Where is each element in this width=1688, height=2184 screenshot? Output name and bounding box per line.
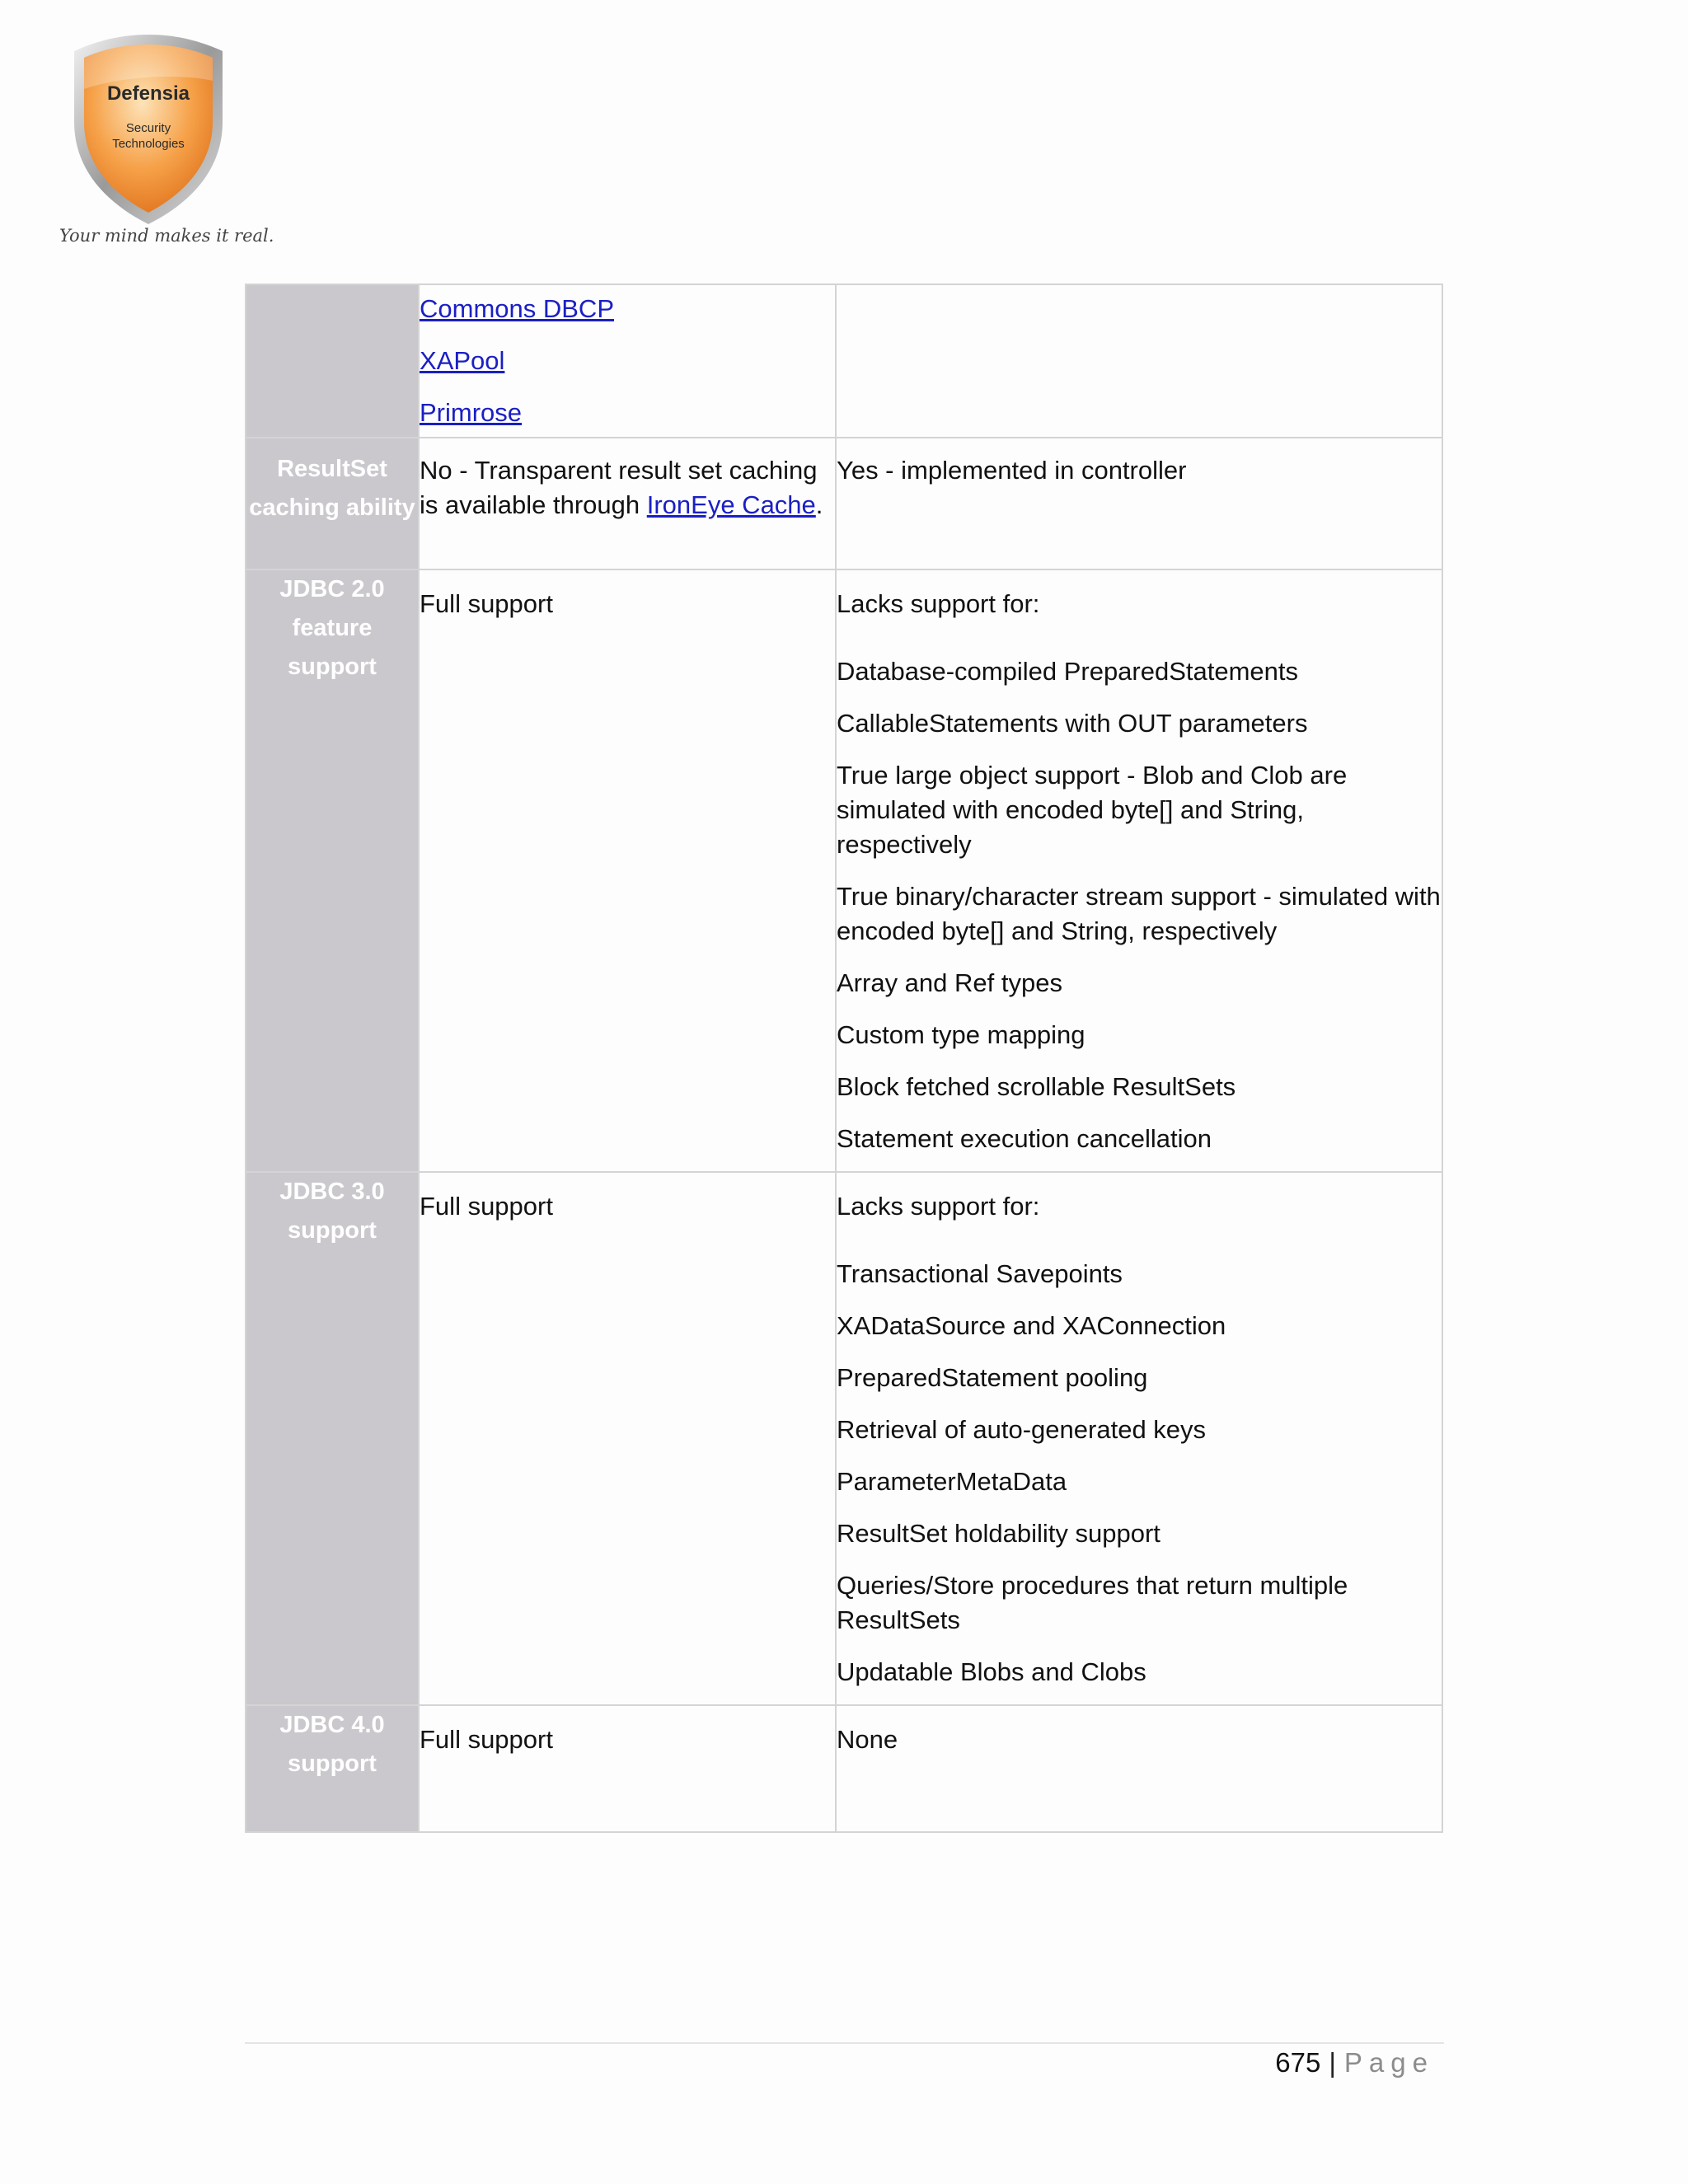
jdbc2-col2: Full support [419,569,836,1172]
page-separator: | [1329,2047,1336,2078]
resultset-col2-text: No - Transparent result set caching is available through [420,456,818,519]
footer-divider [245,2042,1444,2044]
list-item: CallableStatements with OUT parameters [837,709,1308,738]
company-logo [59,31,274,254]
list-item: Block fetched scrollable ResultSets [837,1072,1236,1101]
jdbc4-col2: Full support [419,1705,836,1832]
logo-subtitle-line2: Technologies [112,137,185,151]
logo-subtitle [68,120,229,152]
list-item: PreparedStatement pooling [837,1363,1148,1392]
resultset-col2-suffix: . [815,490,823,519]
link-primrose[interactable]: Primrose [420,398,523,427]
resultset-col2 [419,438,836,569]
page-number-value: 675 [1275,2047,1321,2078]
list-item: Transactional Savepoints [837,1259,1123,1288]
page-number [1275,2047,1434,2079]
table-row-pools [246,284,1442,438]
jdbc2-col3 [836,569,1442,1172]
row-header-jdbc4: JDBC 4.0 support [246,1705,419,1832]
pools-col3-empty [836,284,1442,438]
comparison-table [245,284,1443,1833]
list-item: Queries/Store procedures that return multiple ResultSets [837,1571,1348,1634]
row-header-empty [246,284,419,438]
table-row-jdbc4 [246,1705,1442,1832]
list-item: XADataSource and XAConnection [837,1311,1226,1340]
row-header-jdbc2: JDBC 2.0 feature support [246,569,419,1172]
jdbc3-col3 [836,1172,1442,1705]
list-item: ResultSet holdability support [837,1519,1160,1548]
list-item: Retrieval of auto-generated keys [837,1415,1207,1444]
table-row-jdbc3 [246,1172,1442,1705]
list-item: Statement execution cancellation [837,1124,1212,1153]
list-item: True large object support - Blob and Clob are simulated with encoded byte[] and String, respectively [837,761,1348,859]
table-row-jdbc2 [246,569,1442,1172]
jdbc2-intro: Lacks support for: [837,589,1040,618]
pools-cell [419,284,836,438]
link-xapool[interactable]: XAPool [420,346,505,375]
page-label: Page [1343,2047,1434,2078]
table-row-resultset [246,438,1442,569]
jdbc4-col3: None [836,1705,1442,1832]
logo-brand: Defensia [106,82,190,105]
list-item: Updatable Blobs and Clobs [837,1657,1146,1686]
list-item: ParameterMetaData [837,1467,1067,1496]
row-header-resultset: ResultSet caching ability [246,438,419,569]
row-header-jdbc3: JDBC 3.0 support [246,1172,419,1705]
list-item: Custom type mapping [837,1020,1085,1049]
logo-tagline: Your mind makes it real. [59,226,274,246]
link-commons-dbcp[interactable]: Commons DBCP [420,294,614,323]
list-item: True binary/character stream support - simulated with encoded byte[] and String, respectively [837,882,1441,945]
link-ironeye-cache[interactable]: IronEye Cache [646,490,816,519]
logo-subtitle-line1: Security [125,121,171,135]
list-item: Array and Ref types [837,968,1062,997]
jdbc3-col2: Full support [419,1172,836,1705]
jdbc3-intro: Lacks support for: [837,1192,1040,1221]
list-item: Database-compiled PreparedStatements [837,657,1299,686]
resultset-col3: Yes - implemented in controller [836,438,1442,569]
